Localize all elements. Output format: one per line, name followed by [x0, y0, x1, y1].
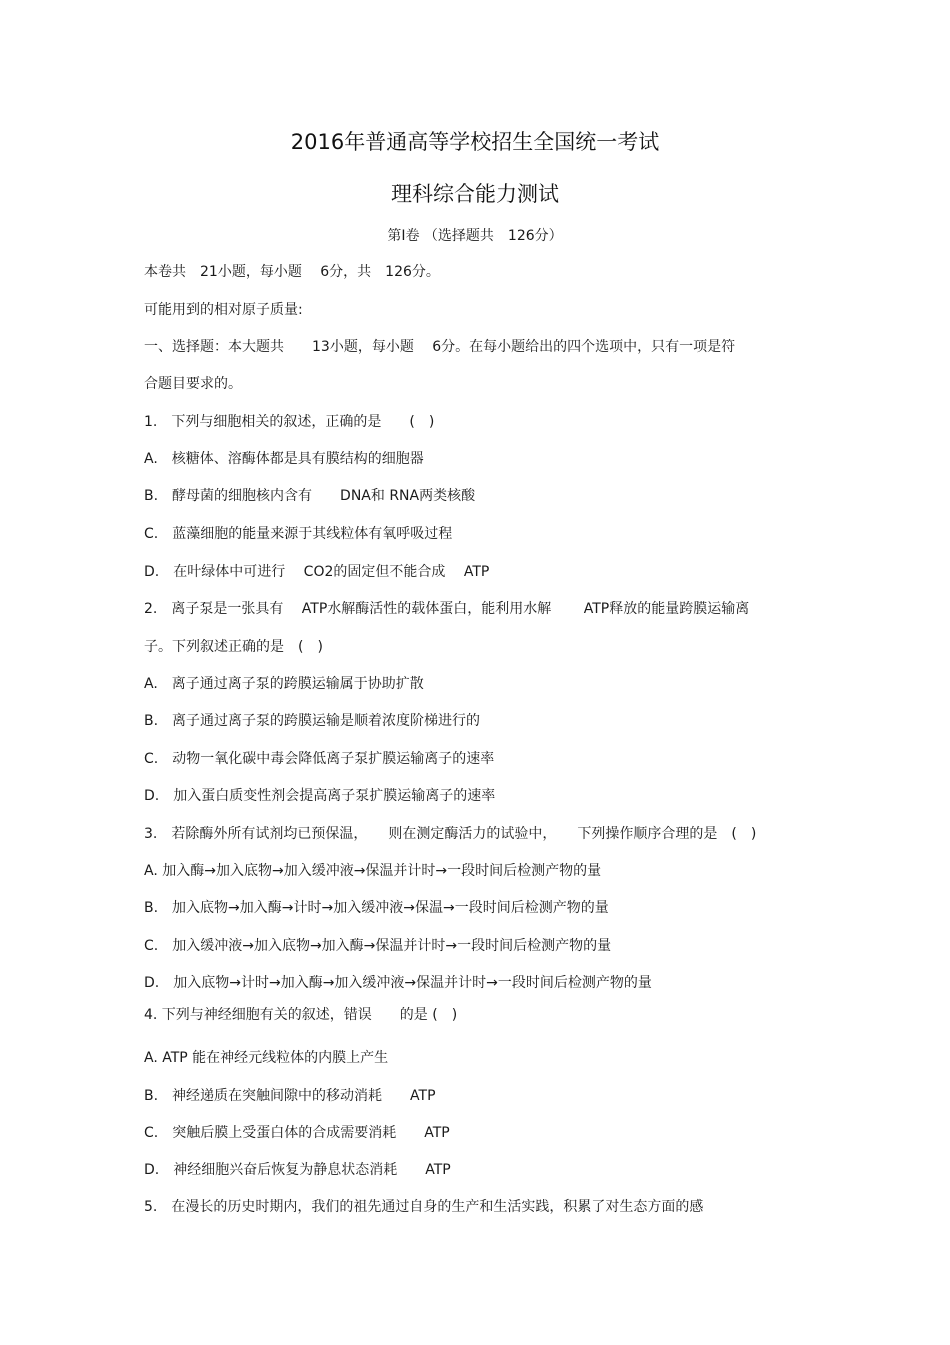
q2-option-c: C. 动物一氧化碳中毒会降低离子泵扩膜运输离子的速率 — [144, 751, 495, 767]
q3-option-d: D. 加入底物→计时→加入酶→加入缓冲液→保温并计时→一段时间后检测产物的量 — [144, 975, 652, 991]
section-heading: 第Ⅰ卷 （选择题共 126分） — [387, 228, 563, 244]
paper-note: 本卷共 21小题，每小题 6分，共 126分。 — [144, 264, 440, 280]
q3-option-c: C. 加入缓冲液→加入底物→加入酶→保温并计时→一段时间后检测产物的量 — [144, 938, 612, 954]
question-2: 2. 离子泵是一张具有 ATP水解酶活性的载体蛋白，能利用水解 ATP释放的能量跨膜运输离 — [144, 601, 750, 617]
part-one-instructions-cont: 合题目要求的。 — [144, 376, 242, 392]
question-4: 4. 下列与神经细胞有关的叙述，错误 的是 ( ) — [144, 1007, 458, 1023]
q1-option-b: B. 酵母菌的细胞核内含有 DNA和 RNA两类核酸 — [144, 488, 476, 504]
q2-option-d: D. 加入蛋白质变性剂会提高离子泵扩膜运输离子的速率 — [144, 788, 496, 804]
question-2-cont: 子。下列叙述正确的是 ( ) — [144, 639, 323, 655]
question-1: 1. 下列与细胞相关的叙述，正确的是 ( ) — [144, 414, 435, 430]
exam-title: 2016年普通高等学校招生全国统一考试 — [290, 130, 660, 154]
part-one-instructions: 一、选择题：本大题共 13小题，每小题 6分。在每小题给出的四个选项中，只有一项是符 — [144, 339, 736, 355]
q4-option-d: D. 神经细胞兴奋后恢复为静息状态消耗 ATP — [144, 1162, 451, 1178]
atomic-mass-note: 可能用到的相对原子质量: — [144, 302, 303, 318]
q4-option-c: C. 突触后膜上受蛋白体的合成需要消耗 ATP — [144, 1125, 450, 1141]
q1-option-c: C. 蓝藻细胞的能量来源于其线粒体有氧呼吸过程 — [144, 526, 453, 542]
exam-subtitle: 理科综合能力测试 — [391, 182, 559, 206]
q3-option-a: A. 加入酶→加入底物→加入缓冲液→保温并计时→一段时间后检测产物的量 — [144, 863, 602, 879]
q1-option-a: A. 核糖体、溶酶体都是具有膜结构的细胞器 — [144, 451, 424, 467]
question-5: 5. 在漫长的历史时期内，我们的祖先通过自身的生产和生活实践，积累了对生态方面的感 — [144, 1199, 704, 1215]
q2-option-a: A. 离子通过离子泵的跨膜运输属于协助扩散 — [144, 676, 424, 692]
q3-option-b: B. 加入底物→加入酶→计时→加入缓冲液→保温→一段时间后检测产物的量 — [144, 900, 609, 916]
question-3: 3. 若除酶外所有试剂均已预保温， 则在测定酶活力的试验中， 下列操作顺序合理的是 ( ) — [144, 826, 757, 842]
q4-option-a: A. ATP 能在神经元线粒体的内膜上产生 — [144, 1050, 389, 1066]
q2-option-b: B. 离子通过离子泵的跨膜运输是顺着浓度阶梯进行的 — [144, 713, 481, 729]
q4-option-b: B. 神经递质在突触间隙中的移动消耗 ATP — [144, 1088, 436, 1104]
q1-option-d: D. 在叶绿体中可进行 CO2的固定但不能合成 ATP — [144, 564, 490, 580]
